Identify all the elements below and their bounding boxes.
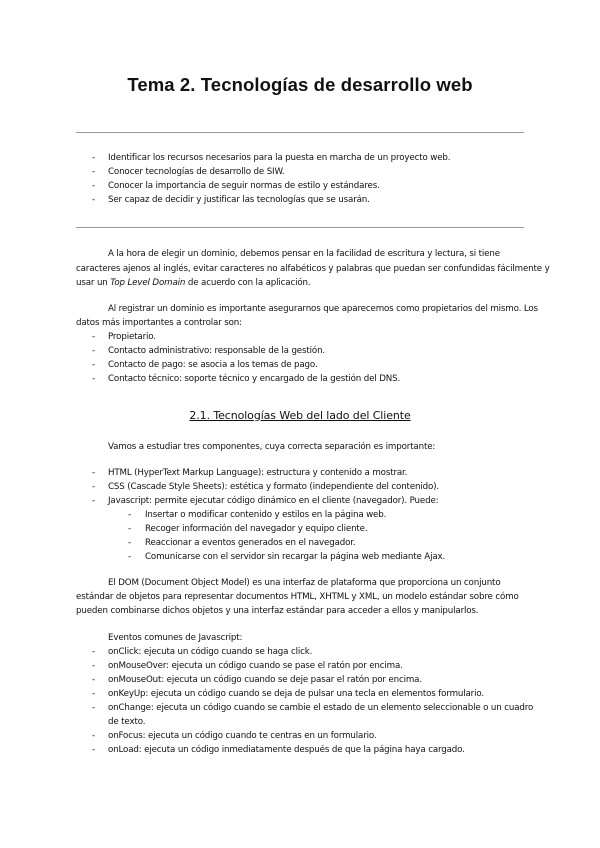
text-run: usar un bbox=[76, 278, 111, 288]
list-item: onFocus: ejecuta un código cuando te centras en un formulario. bbox=[108, 731, 377, 741]
paragraph-line: El DOM (Document Object Model) es una interfaz de plataforma que proporciona un conjunto bbox=[108, 578, 501, 588]
list-bullet: - bbox=[92, 647, 96, 657]
list-item: Conocer tecnologías de desarrollo de SIW. bbox=[108, 167, 285, 177]
list-bullet: - bbox=[92, 675, 96, 685]
list-bullet: - bbox=[92, 482, 96, 492]
list-bullet: - bbox=[92, 181, 96, 191]
list-item: onKeyUp: ejecuta un código cuando se deja de pulsar una tecla en elementos formulario. bbox=[108, 689, 484, 699]
paragraph-line bbox=[76, 277, 311, 290]
paragraph-line: datos más importantes a controlar son: bbox=[76, 318, 242, 328]
list-bullet: - bbox=[92, 745, 96, 755]
paragraph-line: estándar de objetos para representar documentos HTML, XHTML y XML, un modelo estándar sobre cómo bbox=[76, 592, 519, 602]
paragraph-line: pueden combinarse dichos objetos y una interfaz estándar para acceder a ellos y manipularlos. bbox=[76, 606, 479, 616]
list-bullet: - bbox=[92, 703, 96, 713]
list-bullet: - bbox=[92, 661, 96, 671]
list-item: onMouseOut: ejecuta un código cuando se deje pasar el ratón por encima. bbox=[108, 675, 422, 685]
list-item: onLoad: ejecuta un código inmediatamente después de que la página haya cargado. bbox=[108, 745, 465, 755]
list-bullet: - bbox=[92, 332, 96, 342]
list-item: Conocer la importancia de seguir normas de estilo y estándares. bbox=[108, 181, 380, 191]
list-bullet: - bbox=[92, 731, 96, 741]
list-item: Comunicarse con el servidor sin recargar la página web mediante Ajax. bbox=[145, 552, 446, 562]
list-item: HTML (HyperText Markup Language): estructura y contenido a mostrar. bbox=[108, 468, 408, 478]
list-bullet: - bbox=[92, 374, 96, 384]
list-bullet: - bbox=[92, 468, 96, 478]
italic-term: Top Level Domain bbox=[110, 278, 186, 288]
list-item: Insertar o modificar contenido y estilos en la página web. bbox=[145, 510, 387, 520]
list-bullet: - bbox=[128, 510, 132, 520]
list-item: Contacto de pago: se asocia a los temas de pago. bbox=[108, 360, 318, 370]
list-bullet: - bbox=[92, 167, 96, 177]
list-item: CSS (Cascade Style Sheets): estética y formato (independiente del contenido). bbox=[108, 482, 440, 492]
section-heading: 2.1. Tecnologías Web del lado del Cliente bbox=[189, 409, 411, 422]
text-run: de acuerdo con la aplicación. bbox=[185, 278, 311, 288]
list-item: Contacto técnico: soporte técnico y encargado de la gestión del DNS. bbox=[108, 374, 401, 384]
list-item: Recoger información del navegador y equipo cliente. bbox=[145, 524, 368, 534]
list-item: Contacto administrativo: responsable de la gestión. bbox=[108, 346, 326, 356]
list-bullet: - bbox=[128, 552, 132, 562]
list-item: onClick: ejecuta un código cuando se haga click. bbox=[108, 647, 313, 657]
section-lead: Vamos a estudiar tres componentes, cuya correcta separación es importante: bbox=[108, 442, 436, 452]
list-item: Ser capaz de decidir y justificar las tecnologías que se usarán. bbox=[108, 195, 370, 205]
list-item: Javascript: permite ejecutar código dinámico en el cliente (navegador). Puede: bbox=[108, 496, 439, 506]
list-bullet: - bbox=[92, 153, 96, 163]
list-item: onChange: ejecuta un código cuando se cambie el estado de un elemento seleccionable o un cuadro bbox=[108, 703, 534, 713]
list-bullet: - bbox=[92, 195, 96, 205]
list-item: Reaccionar a eventos generados en el navegador. bbox=[145, 538, 356, 548]
paragraph-line: Al registrar un dominio es importante asegurarnos que aparecemos como propietarios del mismo. Los bbox=[108, 304, 538, 314]
list-item-continuation: de texto. bbox=[108, 717, 146, 727]
top-divider bbox=[76, 132, 524, 133]
list-bullet: - bbox=[128, 524, 132, 534]
list-item: Propietario. bbox=[108, 332, 156, 342]
list-bullet: - bbox=[92, 360, 96, 370]
events-heading: Eventos comunes de Javascript: bbox=[108, 633, 243, 643]
list-bullet: - bbox=[92, 346, 96, 356]
list-bullet: - bbox=[92, 496, 96, 506]
list-bullet: - bbox=[92, 689, 96, 699]
paragraph-line: caracteres ajenos al inglés, evitar caracteres no alfabéticos y palabras que puedan ser confundidas fácilmente y bbox=[76, 264, 550, 274]
list-bullet: - bbox=[128, 538, 132, 548]
page-title: Tema 2. Tecnologías de desarrollo web bbox=[127, 74, 473, 95]
bottom-divider bbox=[76, 227, 524, 228]
list-item: onMouseOver: ejecuta un código cuando se pase el ratón por encima. bbox=[108, 661, 403, 671]
paragraph-line: A la hora de elegir un dominio, debemos pensar en la facilidad de escritura y lectura, si tiene bbox=[108, 249, 500, 259]
list-item: Identificar los recursos necesarios para la puesta en marcha de un proyecto web. bbox=[108, 153, 451, 163]
